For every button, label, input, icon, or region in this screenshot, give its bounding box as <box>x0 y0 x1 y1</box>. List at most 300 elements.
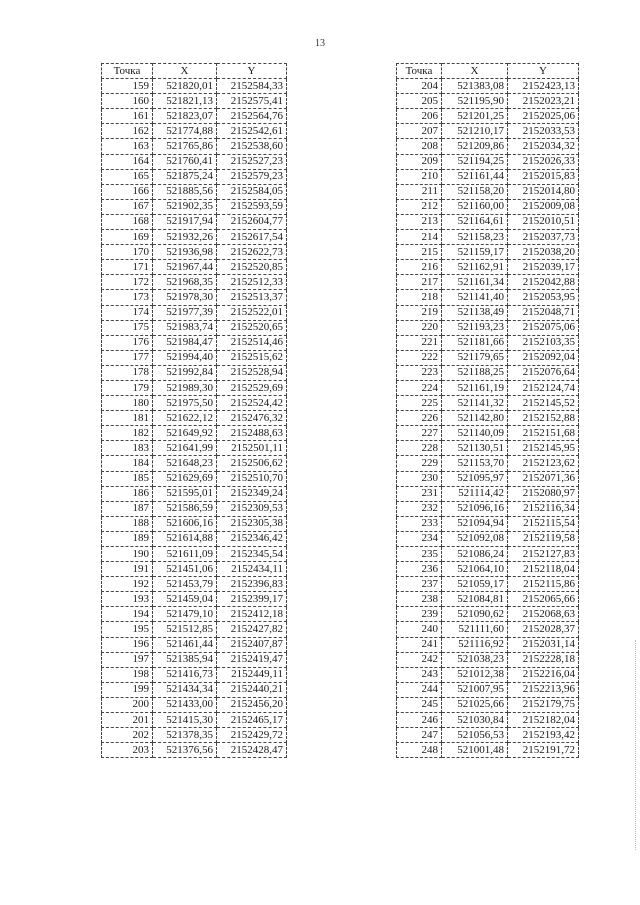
table-row <box>397 396 579 411</box>
table-row <box>397 320 579 335</box>
table-row <box>102 184 287 199</box>
table-row <box>397 547 579 562</box>
point-cell: 191 <box>102 562 153 577</box>
header-y: Y <box>508 64 579 79</box>
point-cell: 189 <box>102 531 153 546</box>
y-cell: 2152456,20 <box>217 697 287 712</box>
x-cell: 521130,51 <box>442 441 508 456</box>
table-row <box>102 441 287 456</box>
point-cell: 242 <box>397 652 442 667</box>
x-cell: 521141,40 <box>442 290 508 305</box>
x-cell: 521984,47 <box>153 335 217 350</box>
x-cell: 521158,23 <box>442 230 508 245</box>
point-cell: 246 <box>397 713 442 728</box>
x-cell: 521453,79 <box>153 577 217 592</box>
y-cell: 2152617,54 <box>217 230 287 245</box>
y-cell: 2152584,33 <box>217 79 287 94</box>
point-cell: 197 <box>102 652 153 667</box>
point-cell: 225 <box>397 396 442 411</box>
table-header-row <box>102 64 287 79</box>
table-row <box>397 124 579 139</box>
x-cell: 521116,92 <box>442 637 508 652</box>
table-row <box>397 365 579 380</box>
table-row <box>102 667 287 682</box>
table-row <box>397 456 579 471</box>
point-cell: 207 <box>397 124 442 139</box>
point-cell: 175 <box>102 320 153 335</box>
point-cell: 217 <box>397 275 442 290</box>
table-row <box>397 562 579 577</box>
table-row <box>397 230 579 245</box>
point-cell: 199 <box>102 682 153 697</box>
x-cell: 521606,16 <box>153 516 217 531</box>
y-cell: 2152593,59 <box>217 199 287 214</box>
x-cell: 521595,01 <box>153 486 217 501</box>
x-cell: 521159,17 <box>442 245 508 260</box>
table-row <box>397 667 579 682</box>
point-cell: 185 <box>102 471 153 486</box>
y-cell: 2152118,04 <box>508 562 579 577</box>
table-row <box>397 214 579 229</box>
y-cell: 2152075,06 <box>508 320 579 335</box>
y-cell: 2152520,65 <box>217 320 287 335</box>
point-cell: 184 <box>102 456 153 471</box>
table-row <box>102 531 287 546</box>
x-cell: 521902,35 <box>153 199 217 214</box>
point-cell: 209 <box>397 154 442 169</box>
point-cell: 176 <box>102 335 153 350</box>
point-cell: 216 <box>397 260 442 275</box>
table-header-row <box>397 64 579 79</box>
y-cell: 2152152,88 <box>508 411 579 426</box>
table-row <box>102 139 287 154</box>
point-cell: 188 <box>102 516 153 531</box>
y-cell: 2152346,42 <box>217 531 287 546</box>
y-cell: 2152116,34 <box>508 501 579 516</box>
y-cell: 2152145,95 <box>508 441 579 456</box>
table-row <box>102 456 287 471</box>
y-cell: 2152076,64 <box>508 365 579 380</box>
table-row <box>397 622 579 637</box>
x-cell: 521059,17 <box>442 577 508 592</box>
x-cell: 521038,23 <box>442 652 508 667</box>
x-cell: 521983,74 <box>153 320 217 335</box>
x-cell: 521820,01 <box>153 79 217 94</box>
y-cell: 2152179,75 <box>508 697 579 712</box>
x-cell: 521162,91 <box>442 260 508 275</box>
table-row <box>102 501 287 516</box>
table-row <box>102 305 287 320</box>
y-cell: 2152449,11 <box>217 667 287 682</box>
y-cell: 2152419,47 <box>217 652 287 667</box>
x-cell: 521193,23 <box>442 320 508 335</box>
x-cell: 521376,56 <box>153 743 217 758</box>
table-row <box>397 713 579 728</box>
point-cell: 213 <box>397 214 442 229</box>
page-edge-mark <box>634 640 636 850</box>
y-cell: 2152488,63 <box>217 426 287 441</box>
x-cell: 521153,70 <box>442 456 508 471</box>
y-cell: 2152579,23 <box>217 169 287 184</box>
x-cell: 521096,16 <box>442 501 508 516</box>
page-number: 13 <box>315 38 325 49</box>
table-row <box>102 682 287 697</box>
y-cell: 2152038,20 <box>508 245 579 260</box>
table-row <box>102 592 287 607</box>
x-cell: 521479,10 <box>153 607 217 622</box>
point-cell: 165 <box>102 169 153 184</box>
x-cell: 521161,44 <box>442 169 508 184</box>
x-cell: 521649,92 <box>153 426 217 441</box>
x-cell: 521629,69 <box>153 471 217 486</box>
header-y: Y <box>217 64 287 79</box>
x-cell: 521025,66 <box>442 697 508 712</box>
table-row <box>102 245 287 260</box>
y-cell: 2152048,71 <box>508 305 579 320</box>
y-cell: 2152151,68 <box>508 426 579 441</box>
x-cell: 521378,35 <box>153 728 217 743</box>
x-cell: 521875,24 <box>153 169 217 184</box>
x-cell: 521434,34 <box>153 682 217 697</box>
x-cell: 521194,25 <box>442 154 508 169</box>
y-cell: 2152071,36 <box>508 471 579 486</box>
point-cell: 223 <box>397 365 442 380</box>
table-row <box>397 109 579 124</box>
header-x: X <box>442 64 508 79</box>
point-cell: 224 <box>397 380 442 395</box>
y-cell: 2152440,21 <box>217 682 287 697</box>
table-row <box>397 139 579 154</box>
y-cell: 2152033,53 <box>508 124 579 139</box>
x-cell: 521967,44 <box>153 260 217 275</box>
table-row <box>397 607 579 622</box>
y-cell: 2152309,53 <box>217 501 287 516</box>
x-cell: 521111,60 <box>442 622 508 637</box>
x-cell: 521932,26 <box>153 230 217 245</box>
x-cell: 521140,09 <box>442 426 508 441</box>
coordinates-table-right <box>396 63 579 758</box>
table-row <box>397 592 579 607</box>
x-cell: 521622,12 <box>153 411 217 426</box>
table-row <box>397 94 579 109</box>
y-cell: 2152023,21 <box>508 94 579 109</box>
point-cell: 178 <box>102 365 153 380</box>
x-cell: 521114,42 <box>442 486 508 501</box>
y-cell: 2152604,77 <box>217 214 287 229</box>
point-cell: 218 <box>397 290 442 305</box>
y-cell: 2152028,37 <box>508 622 579 637</box>
table-row <box>102 230 287 245</box>
x-cell: 521056,53 <box>442 728 508 743</box>
x-cell: 521774,88 <box>153 124 217 139</box>
table-row <box>102 622 287 637</box>
table-row <box>102 516 287 531</box>
point-cell: 161 <box>102 109 153 124</box>
point-cell: 201 <box>102 713 153 728</box>
y-cell: 2152465,17 <box>217 713 287 728</box>
table-row <box>397 426 579 441</box>
table-row <box>102 547 287 562</box>
table-row <box>397 350 579 365</box>
y-cell: 2152080,97 <box>508 486 579 501</box>
y-cell: 2152026,33 <box>508 154 579 169</box>
point-cell: 238 <box>397 592 442 607</box>
y-cell: 2152407,87 <box>217 637 287 652</box>
y-cell: 2152034,32 <box>508 139 579 154</box>
table-row <box>102 79 287 94</box>
point-cell: 203 <box>102 743 153 758</box>
y-cell: 2152124,74 <box>508 380 579 395</box>
table-row <box>397 728 579 743</box>
table-row <box>102 169 287 184</box>
y-cell: 2152529,69 <box>217 380 287 395</box>
table-row <box>397 169 579 184</box>
y-cell: 2152584,05 <box>217 184 287 199</box>
table-row <box>102 124 287 139</box>
x-cell: 521968,35 <box>153 275 217 290</box>
coordinates-table-left <box>101 63 287 758</box>
point-cell: 200 <box>102 697 153 712</box>
table-row <box>102 471 287 486</box>
table-row <box>102 199 287 214</box>
x-cell: 521885,56 <box>153 184 217 199</box>
table-row <box>102 486 287 501</box>
point-cell: 210 <box>397 169 442 184</box>
x-cell: 521030,84 <box>442 713 508 728</box>
x-cell: 521158,20 <box>442 184 508 199</box>
point-cell: 240 <box>397 622 442 637</box>
x-cell: 521994,40 <box>153 350 217 365</box>
y-cell: 2152513,37 <box>217 290 287 305</box>
y-cell: 2152037,73 <box>508 230 579 245</box>
x-cell: 521765,86 <box>153 139 217 154</box>
table-body-left <box>102 79 287 758</box>
x-cell: 521461,44 <box>153 637 217 652</box>
table-row <box>397 743 579 758</box>
y-cell: 2152514,46 <box>217 335 287 350</box>
y-cell: 2152068,63 <box>508 607 579 622</box>
y-cell: 2152522,01 <box>217 305 287 320</box>
point-cell: 229 <box>397 456 442 471</box>
point-cell: 160 <box>102 94 153 109</box>
x-cell: 521433,00 <box>153 697 217 712</box>
table-row <box>102 652 287 667</box>
y-cell: 2152305,38 <box>217 516 287 531</box>
y-cell: 2152092,04 <box>508 350 579 365</box>
point-cell: 220 <box>397 320 442 335</box>
x-cell: 521917,94 <box>153 214 217 229</box>
y-cell: 2152216,04 <box>508 667 579 682</box>
y-cell: 2152527,23 <box>217 154 287 169</box>
y-cell: 2152103,35 <box>508 335 579 350</box>
y-cell: 2152524,42 <box>217 396 287 411</box>
point-cell: 212 <box>397 199 442 214</box>
x-cell: 521161,34 <box>442 275 508 290</box>
table-row <box>102 426 287 441</box>
table-row <box>102 275 287 290</box>
y-cell: 2152501,11 <box>217 441 287 456</box>
x-cell: 521641,99 <box>153 441 217 456</box>
table-body-right <box>397 79 579 758</box>
point-cell: 231 <box>397 486 442 501</box>
table-row <box>397 652 579 667</box>
y-cell: 2152115,86 <box>508 577 579 592</box>
point-cell: 186 <box>102 486 153 501</box>
point-cell: 237 <box>397 577 442 592</box>
table-row <box>397 637 579 652</box>
table-row <box>397 275 579 290</box>
y-cell: 2152428,47 <box>217 743 287 758</box>
x-cell: 521821,13 <box>153 94 217 109</box>
x-cell: 521086,24 <box>442 547 508 562</box>
point-cell: 248 <box>397 743 442 758</box>
point-cell: 198 <box>102 667 153 682</box>
point-cell: 166 <box>102 184 153 199</box>
y-cell: 2152039,17 <box>508 260 579 275</box>
y-cell: 2152622,73 <box>217 245 287 260</box>
table-row <box>397 260 579 275</box>
point-cell: 187 <box>102 501 153 516</box>
table-row <box>102 335 287 350</box>
table-row <box>102 396 287 411</box>
x-cell: 521614,88 <box>153 531 217 546</box>
point-cell: 247 <box>397 728 442 743</box>
y-cell: 2152031,14 <box>508 637 579 652</box>
table-row <box>397 531 579 546</box>
table-row <box>102 697 287 712</box>
table-row <box>102 320 287 335</box>
header-point: Точка <box>102 64 153 79</box>
x-cell: 521416,73 <box>153 667 217 682</box>
table-row <box>102 94 287 109</box>
table-row <box>397 682 579 697</box>
y-cell: 2152182,04 <box>508 713 579 728</box>
point-cell: 232 <box>397 501 442 516</box>
x-cell: 521141,32 <box>442 396 508 411</box>
point-cell: 180 <box>102 396 153 411</box>
x-cell: 521459,04 <box>153 592 217 607</box>
point-cell: 167 <box>102 199 153 214</box>
x-cell: 521160,00 <box>442 199 508 214</box>
point-cell: 174 <box>102 305 153 320</box>
y-cell: 2152193,42 <box>508 728 579 743</box>
table-row <box>397 154 579 169</box>
x-cell: 521142,80 <box>442 411 508 426</box>
point-cell: 204 <box>397 79 442 94</box>
y-cell: 2152510,70 <box>217 471 287 486</box>
point-cell: 245 <box>397 697 442 712</box>
point-cell: 241 <box>397 637 442 652</box>
point-cell: 243 <box>397 667 442 682</box>
y-cell: 2152476,32 <box>217 411 287 426</box>
y-cell: 2152191,72 <box>508 743 579 758</box>
x-cell: 521977,39 <box>153 305 217 320</box>
point-cell: 230 <box>397 471 442 486</box>
y-cell: 2152538,60 <box>217 139 287 154</box>
point-cell: 173 <box>102 290 153 305</box>
table-row <box>397 411 579 426</box>
point-cell: 215 <box>397 245 442 260</box>
point-cell: 221 <box>397 335 442 350</box>
header-point: Точка <box>397 64 442 79</box>
point-cell: 163 <box>102 139 153 154</box>
header-x: X <box>153 64 217 79</box>
y-cell: 2152115,54 <box>508 516 579 531</box>
point-cell: 179 <box>102 380 153 395</box>
point-cell: 164 <box>102 154 153 169</box>
table-row <box>397 501 579 516</box>
table-row <box>102 154 287 169</box>
y-cell: 2152213,96 <box>508 682 579 697</box>
x-cell: 521385,94 <box>153 652 217 667</box>
table-row <box>102 109 287 124</box>
point-cell: 170 <box>102 245 153 260</box>
table-row <box>397 79 579 94</box>
point-cell: 181 <box>102 411 153 426</box>
x-cell: 521094,94 <box>442 516 508 531</box>
y-cell: 2152053,95 <box>508 290 579 305</box>
x-cell: 521586,59 <box>153 501 217 516</box>
x-cell: 521383,08 <box>442 79 508 94</box>
table-row <box>102 713 287 728</box>
point-cell: 206 <box>397 109 442 124</box>
table-row <box>102 260 287 275</box>
x-cell: 521415,30 <box>153 713 217 728</box>
y-cell: 2152396,83 <box>217 577 287 592</box>
table-row <box>102 607 287 622</box>
table-row <box>397 441 579 456</box>
x-cell: 521992,84 <box>153 365 217 380</box>
x-cell: 521760,41 <box>153 154 217 169</box>
y-cell: 2152412,18 <box>217 607 287 622</box>
point-cell: 214 <box>397 230 442 245</box>
point-cell: 236 <box>397 562 442 577</box>
y-cell: 2152575,41 <box>217 94 287 109</box>
y-cell: 2152228,18 <box>508 652 579 667</box>
x-cell: 521512,85 <box>153 622 217 637</box>
table-row <box>397 184 579 199</box>
y-cell: 2152025,06 <box>508 109 579 124</box>
x-cell: 521936,98 <box>153 245 217 260</box>
table-row <box>102 577 287 592</box>
x-cell: 521001,48 <box>442 743 508 758</box>
table-row <box>397 290 579 305</box>
y-cell: 2152042,88 <box>508 275 579 290</box>
x-cell: 521007,95 <box>442 682 508 697</box>
y-cell: 2152399,17 <box>217 592 287 607</box>
point-cell: 169 <box>102 230 153 245</box>
x-cell: 521195,90 <box>442 94 508 109</box>
y-cell: 2152564,76 <box>217 109 287 124</box>
y-cell: 2152349,24 <box>217 486 287 501</box>
y-cell: 2152429,72 <box>217 728 287 743</box>
x-cell: 521209,86 <box>442 139 508 154</box>
point-cell: 177 <box>102 350 153 365</box>
x-cell: 521092,08 <box>442 531 508 546</box>
y-cell: 2152427,82 <box>217 622 287 637</box>
y-cell: 2152145,52 <box>508 396 579 411</box>
table-row <box>102 411 287 426</box>
x-cell: 521210,17 <box>442 124 508 139</box>
x-cell: 521012,38 <box>442 667 508 682</box>
table-row <box>397 577 579 592</box>
point-cell: 162 <box>102 124 153 139</box>
y-cell: 2152014,80 <box>508 184 579 199</box>
point-cell: 205 <box>397 94 442 109</box>
point-cell: 211 <box>397 184 442 199</box>
y-cell: 2152506,62 <box>217 456 287 471</box>
x-cell: 521084,81 <box>442 592 508 607</box>
